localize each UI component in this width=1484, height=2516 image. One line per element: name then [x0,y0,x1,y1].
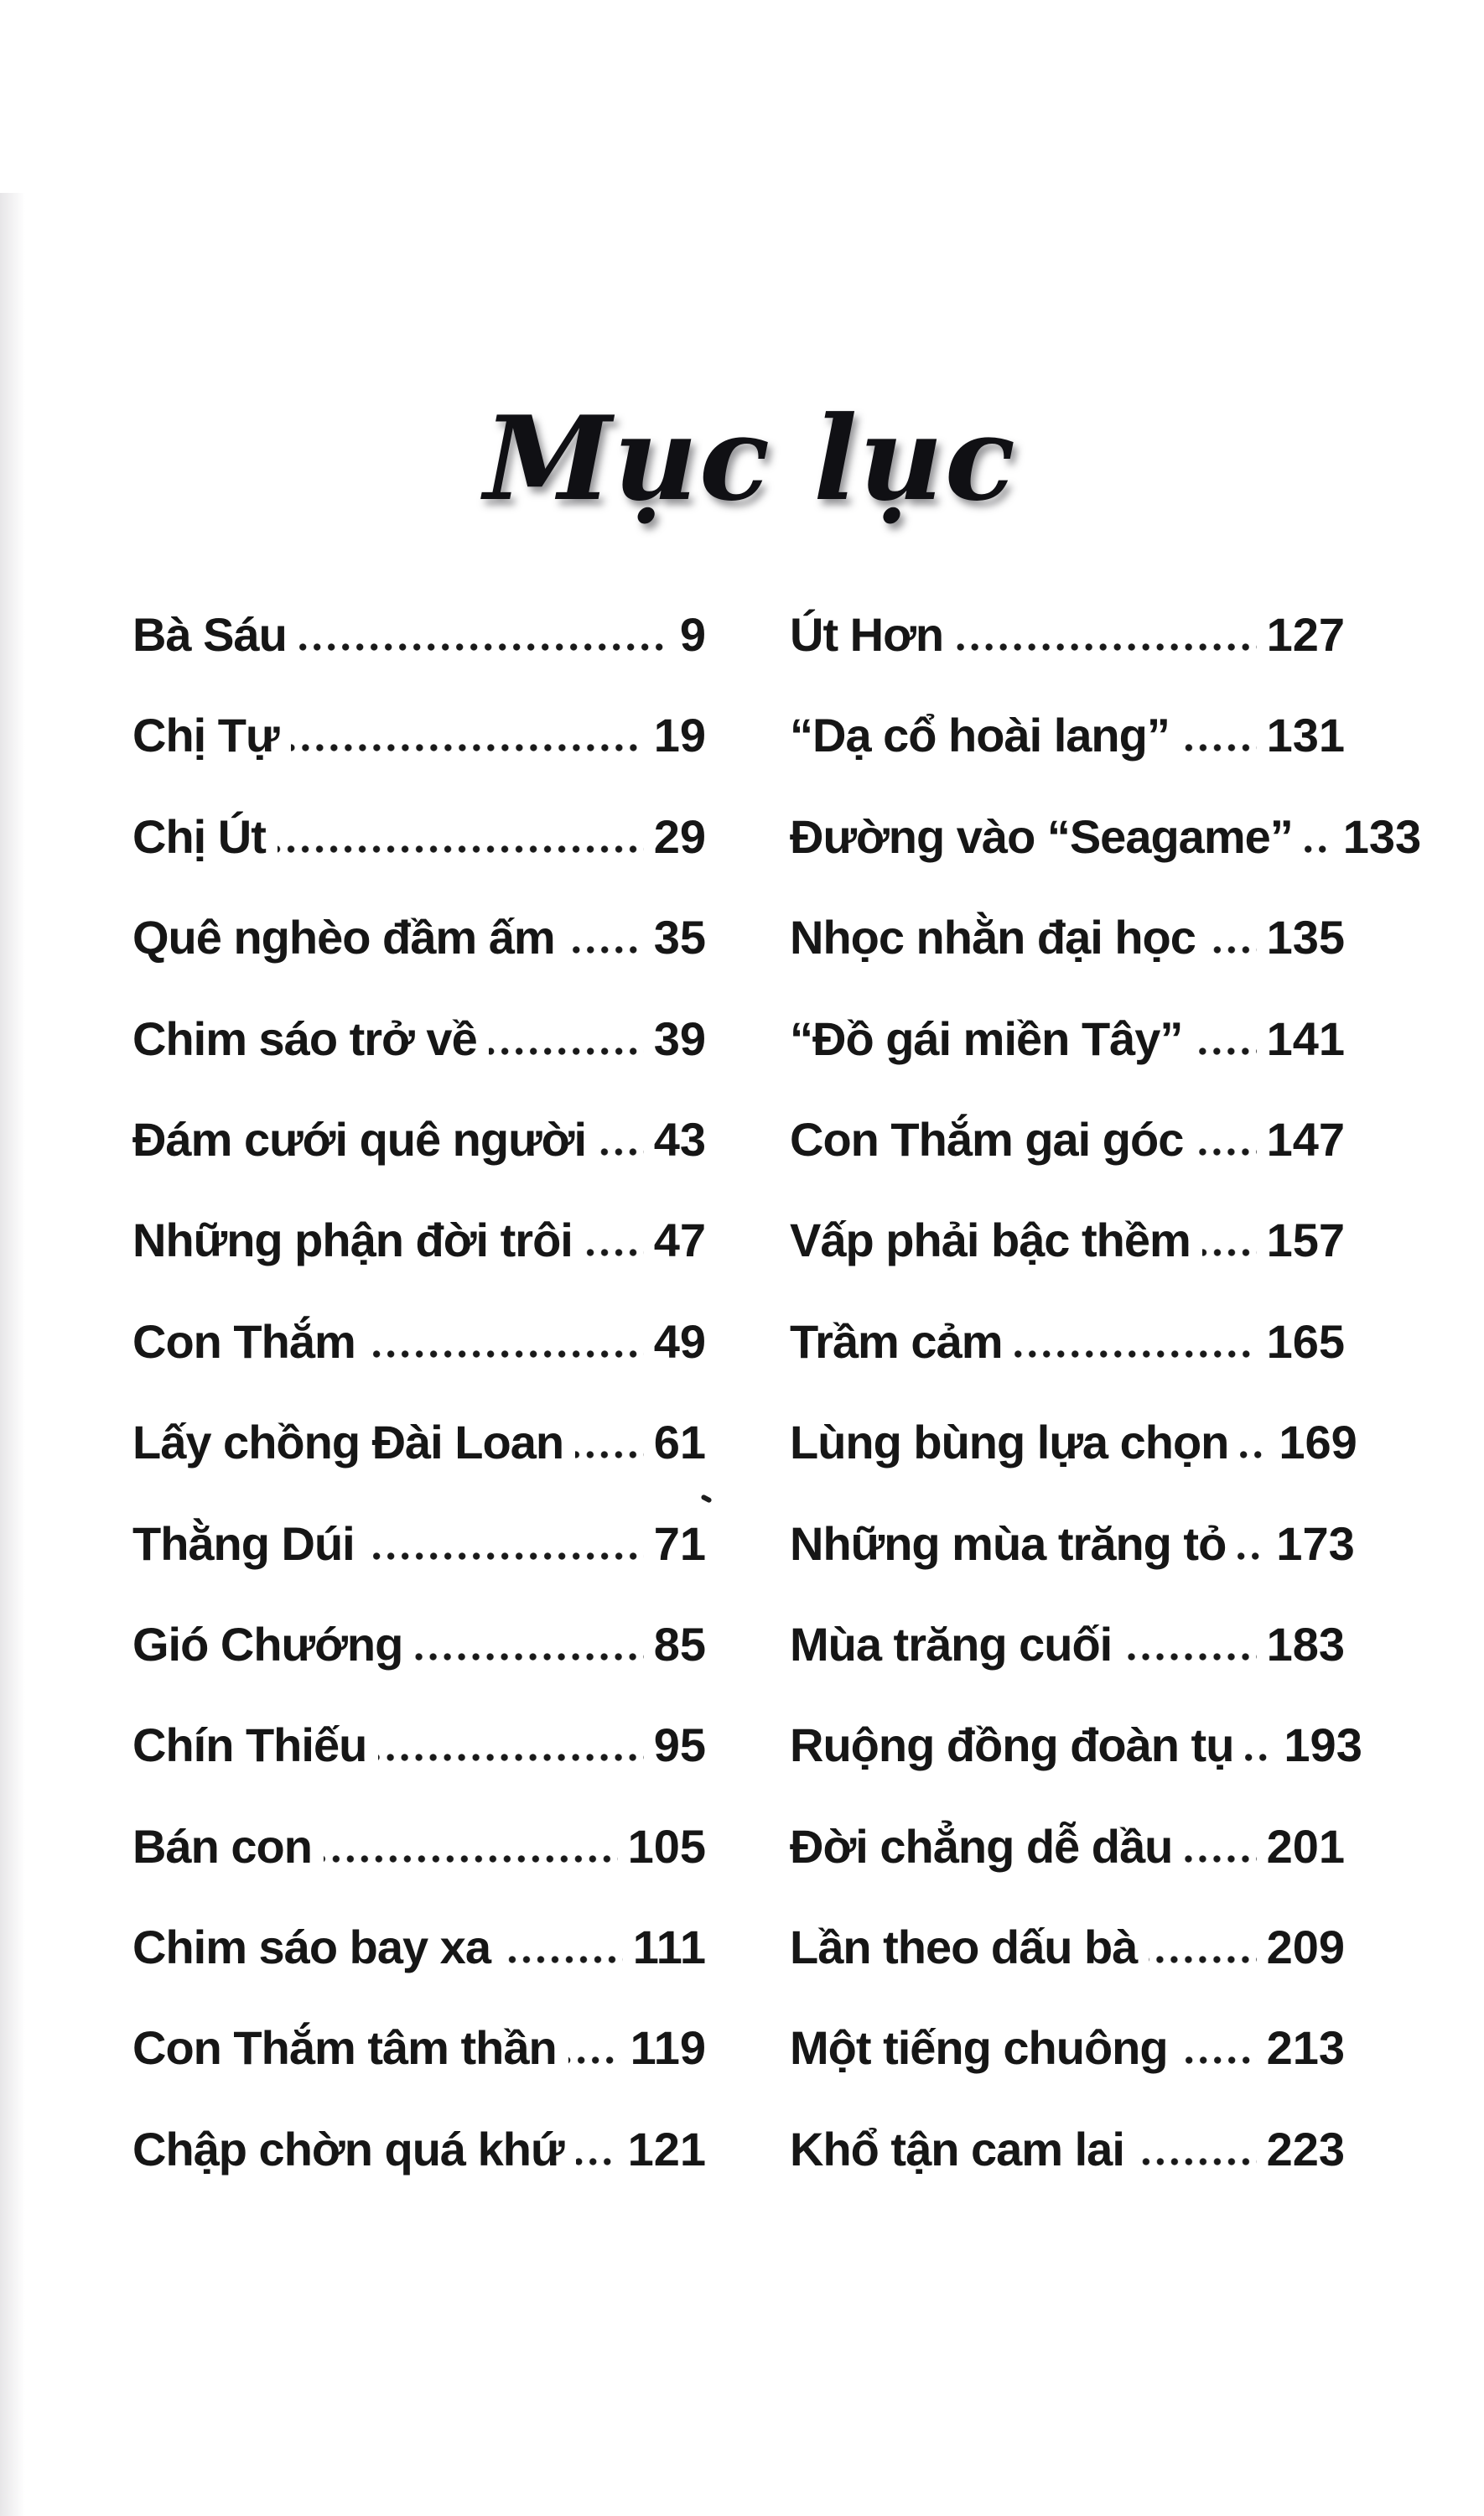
dot-leader [1181,744,1257,751]
toc-entry-title: Con Thắm gai góc [790,1112,1184,1166]
toc-entry-title: Con Thắm tâm thần [132,2021,557,2075]
toc-entry-page: 61 [653,1416,706,1469]
dot-leader [1136,2158,1257,2165]
toc-entry-page: 147 [1266,1112,1345,1166]
toc-entry [132,1089,706,1190]
toc-entry [790,585,1345,685]
toc-entry [790,1392,1357,1493]
dot-leader [567,946,644,954]
toc-entry [790,1897,1345,1998]
toc-entry-title: Lấy chồng Đài Loan [132,1416,564,1469]
dot-leader [1202,1249,1257,1256]
dot-leader [568,2056,620,2064]
toc-entry [790,1292,1345,1392]
toc-entry-page: 35 [653,911,706,964]
toc-entry-title: Đời chẳng dễ dầu [790,1819,1173,1873]
toc-entry-title: Quê nghèo đầm ấm [132,911,555,964]
toc-entry-title: Trầm cảm [790,1314,1003,1368]
toc-entry-page: 135 [1266,911,1345,964]
toc-entry-title: Ruộng đồng đoàn tụ [790,1718,1234,1772]
toc-entry [132,1998,706,2098]
toc-entry-page: 85 [653,1617,706,1671]
toc-entry-title: Gió Chướng [132,1617,403,1671]
toc-entry-title: Chim sáo trở về [132,1011,477,1065]
dot-leader [366,1552,644,1560]
dot-leader [1184,1855,1256,1863]
page-title: Mục lục [484,390,1017,527]
toc-entry-title: Chín Thiếu [132,1718,367,1772]
toc-entry-title: Bán con [132,1819,312,1873]
dot-leader [291,744,644,751]
dot-leader [1195,1148,1256,1156]
dot-leader [1305,845,1333,853]
toc-entry-title: Con Thắm [132,1314,355,1368]
toc-entry [132,787,706,887]
toc-entry [132,989,706,1089]
toc-entry-page: 131 [1266,709,1345,762]
dot-leader [584,1249,644,1256]
toc-entry [790,787,1422,887]
toc-entry-page: 133 [1342,809,1422,863]
toc-entry-title: Lùng bùng lựa chọn [790,1416,1229,1469]
toc-entry-title: Đám cưới quê người [132,1112,587,1166]
dot-leader [1245,1754,1274,1761]
dot-leader [1180,2056,1257,2064]
toc-entry-title: Thằng Dúi [132,1516,355,1570]
toc-entry-title: Chập chờn quá khứ [132,2122,564,2176]
toc-entry-page: 173 [1276,1516,1355,1570]
dot-leader [298,643,670,651]
toc-entry-page: 105 [627,1819,706,1873]
toc-entry-page: 223 [1266,2122,1345,2176]
toc-entry-page: 183 [1266,1617,1345,1671]
dot-leader [324,1855,618,1863]
toc-entry [132,887,706,988]
dot-leader [378,1754,643,1761]
toc-entry [132,1594,706,1695]
toc-entry-page: 95 [653,1718,706,1772]
toc-entry-title: Chị Út [132,809,266,863]
toc-entry [132,1190,706,1291]
dot-leader [598,1148,644,1156]
toc-entry-page: 121 [627,2122,706,2176]
dot-leader [502,1956,623,1963]
toc-entry-page: 39 [653,1011,706,1065]
dot-leader [278,845,644,853]
toc-entry [132,685,706,786]
toc-entry [790,1494,1355,1594]
toc-entry [132,2099,706,2200]
toc-entry [790,1089,1345,1190]
toc-entry-page: 193 [1284,1718,1362,1772]
toc-entry-title: Một tiếng chuông [790,2021,1168,2075]
toc-entry-page: 213 [1266,2021,1345,2075]
toc-entry-page: 169 [1279,1416,1357,1469]
dot-leader [1240,1451,1269,1458]
toc-entry [790,2099,1345,2200]
toc-entry [132,1494,706,1594]
toc-entry-title: Mùa trăng cuối [790,1617,1113,1671]
dot-leader [1149,1956,1256,1963]
toc-entry-title: Vấp phải bậc thềm [790,1214,1191,1267]
toc-entry-title: Út Hơn [790,608,944,661]
toc-entry-title: Chị Tự [132,709,279,762]
toc-entry-page: 141 [1266,1011,1345,1065]
toc-entry-title: Nhọc nhằn đại học [790,911,1196,964]
toc-entry [132,1695,706,1796]
toc-entry [132,1897,706,1998]
toc-entry-page: 201 [1266,1819,1345,1873]
toc-entry [132,585,706,685]
toc-entry-page: 43 [653,1112,706,1166]
toc-entry-page: 49 [653,1314,706,1368]
toc-entry-title: “Đồ gái miền Tây” [790,1011,1183,1065]
toc-entry-title: Những mùa trăng tỏ [790,1516,1227,1570]
toc-entry-page: 111 [632,1921,706,1974]
dot-leader [1014,1350,1257,1358]
dot-leader [576,2158,618,2165]
toc-entry [132,1292,706,1392]
toc-entry-title: Những phận đời trôi [132,1214,573,1267]
toc-entry [790,1796,1345,1897]
toc-entry-title: Bà Sáu [132,608,287,661]
dot-leader [1207,946,1257,954]
dot-leader [1123,1653,1256,1661]
toc-entry [790,989,1345,1089]
dot-leader [489,1047,644,1055]
toc-entry [790,1695,1362,1796]
page-edge-shading [0,193,25,2516]
toc-entry [790,1190,1345,1291]
toc-entry-page: 165 [1266,1314,1345,1368]
toc-entry-page: 71 [653,1516,706,1570]
toc-left-column [132,585,706,2200]
toc-entry-page: 9 [679,608,706,661]
toc-entry-title: “Dạ cổ hoài lang” [790,709,1170,762]
dot-leader [414,1653,643,1661]
toc-entry [790,685,1345,786]
toc-entry-page: 47 [653,1214,706,1267]
toc-entry [790,1594,1345,1695]
toc-entry [132,1392,706,1493]
toc-entry-page: 127 [1266,608,1345,661]
toc-entry-page: 119 [630,2021,706,2075]
dot-leader [955,643,1256,651]
toc-entry [790,1998,1345,2098]
dot-leader [367,1350,644,1358]
toc-entry-page: 157 [1266,1214,1345,1267]
toc-entry [132,1796,706,1897]
toc-right-column [790,585,1422,2200]
toc-entry-page: 209 [1266,1921,1345,1974]
toc-entry-title: Lần theo dấu bà [790,1921,1138,1974]
dot-leader [1194,1047,1256,1055]
toc-entry [790,887,1345,988]
toc-entry-page: 19 [653,709,706,762]
dot-leader [1238,1552,1266,1560]
dot-leader [575,1451,644,1458]
toc-entry-title: Chim sáo bay xa [132,1921,490,1974]
toc-entry-title: Đường vào “Seagame” [790,809,1293,863]
toc-entry-page: 29 [653,809,706,863]
toc-entry-title: Khổ tận cam lai [790,2122,1124,2176]
